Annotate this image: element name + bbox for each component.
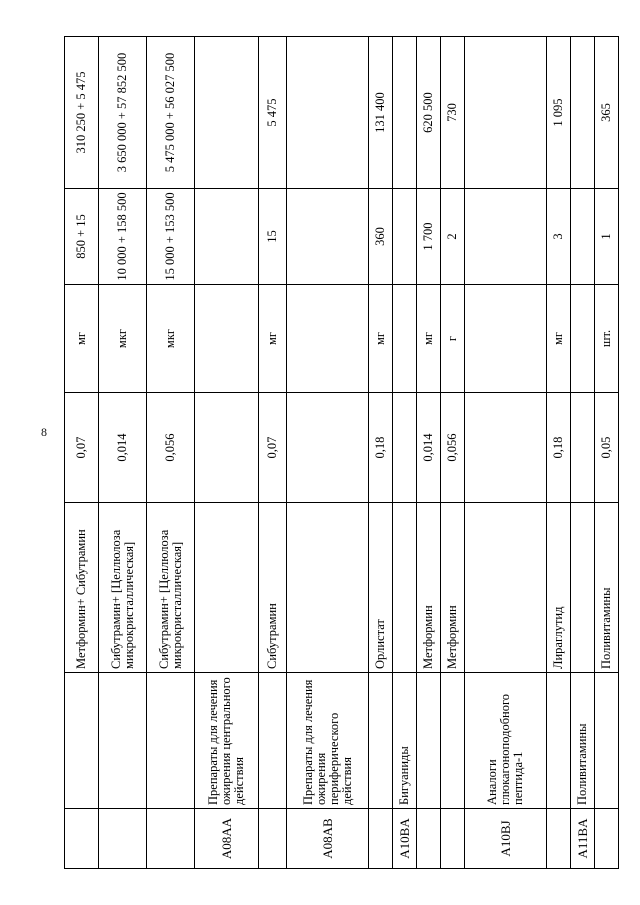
code-cell (441, 809, 465, 869)
total-cell: 365 (595, 37, 619, 189)
unit-cell: мг (417, 285, 441, 393)
dose-cell: 1 (595, 189, 619, 285)
table-row (287, 37, 369, 869)
ddd-cell: 0,056 (441, 393, 465, 503)
drug-cell: Метформин (417, 503, 441, 673)
total-cell: 310 250 + 5 475 (65, 37, 99, 189)
dose-cell (465, 189, 547, 285)
code-cell: A10BA (393, 809, 417, 869)
group-cell: Препараты для лечения ожирения периферического действия (287, 673, 369, 809)
dose-cell (195, 189, 259, 285)
drug-table (64, 36, 619, 869)
group-cell: Бигуаниды (393, 673, 417, 809)
unit-cell: г (441, 285, 465, 393)
unit-cell (393, 285, 417, 393)
total-cell (287, 37, 369, 189)
drug-cell: Сибутрамин+ [Целлюлоза микрокристаллическая] (147, 503, 195, 673)
code-cell (65, 809, 99, 869)
table-row (547, 37, 571, 869)
dose-cell: 850 + 15 (65, 189, 99, 285)
ddd-cell: 0,05 (595, 393, 619, 503)
total-cell: 5 475 000 + 56 027 500 (147, 37, 195, 189)
drug-cell: Сибутрамин (259, 503, 287, 673)
total-cell: 730 (441, 37, 465, 189)
unit-cell: мкг (147, 285, 195, 393)
code-cell (547, 809, 571, 869)
code-cell (369, 809, 393, 869)
total-cell: 620 500 (417, 37, 441, 189)
table-row (571, 37, 595, 869)
ddd-cell: 0,07 (259, 393, 287, 503)
ddd-cell (393, 393, 417, 503)
dose-cell: 15 000 + 153 500 (147, 189, 195, 285)
total-cell (465, 37, 547, 189)
unit-cell: мг (65, 285, 99, 393)
group-cell (417, 673, 441, 809)
code-cell (259, 809, 287, 869)
unit-cell: шт. (595, 285, 619, 393)
table-row (259, 37, 287, 869)
ddd-cell (465, 393, 547, 503)
ddd-cell (287, 393, 369, 503)
dose-cell: 15 (259, 189, 287, 285)
total-cell: 3 650 000 + 57 852 500 (99, 37, 147, 189)
ddd-cell: 0,014 (99, 393, 147, 503)
dose-cell (287, 189, 369, 285)
unit-cell (571, 285, 595, 393)
drug-cell: Орлистат (369, 503, 393, 673)
group-cell (99, 673, 147, 809)
dose-cell: 2 (441, 189, 465, 285)
drug-cell (287, 503, 369, 673)
code-cell: A10BJ (465, 809, 547, 869)
unit-cell: мг (547, 285, 571, 393)
group-cell (547, 673, 571, 809)
table-row (417, 37, 441, 869)
group-cell (369, 673, 393, 809)
drug-cell (465, 503, 547, 673)
drug-cell (571, 503, 595, 673)
ddd-cell: 0,014 (417, 393, 441, 503)
unit-cell (195, 285, 259, 393)
code-cell: A08AB (287, 809, 369, 869)
group-cell: Аналоги глюкагоноподобного пептида-1 (465, 673, 547, 809)
dose-cell: 1 700 (417, 189, 441, 285)
group-cell (147, 673, 195, 809)
unit-cell (465, 285, 547, 393)
table-row (393, 37, 417, 869)
group-cell: Препараты для лечения ожирения центрального действия (195, 673, 259, 809)
table-viewport (64, 37, 613, 869)
group-cell (441, 673, 465, 809)
total-cell (393, 37, 417, 189)
code-cell (99, 809, 147, 869)
table-row (369, 37, 393, 869)
table-row (465, 37, 547, 869)
table-row (147, 37, 195, 869)
table-row (441, 37, 465, 869)
table-row (99, 37, 147, 869)
dose-cell: 3 (547, 189, 571, 285)
unit-cell: мг (259, 285, 287, 393)
table-row (595, 37, 619, 869)
page-number: 8 (41, 425, 47, 439)
code-cell: A11BA (571, 809, 595, 869)
total-cell: 1 095 (547, 37, 571, 189)
total-cell (571, 37, 595, 189)
dose-cell (571, 189, 595, 285)
group-cell (259, 673, 287, 809)
ddd-cell (571, 393, 595, 503)
total-cell: 5 475 (259, 37, 287, 189)
unit-cell: мкг (99, 285, 147, 393)
dose-cell: 360 (369, 189, 393, 285)
ddd-cell: 0,18 (547, 393, 571, 503)
group-cell: Поливитамины (571, 673, 595, 809)
table-body (65, 37, 619, 869)
drug-cell: Метформин+ Сибутрамин (65, 503, 99, 673)
code-cell: A08AA (195, 809, 259, 869)
table-row (65, 37, 99, 869)
drug-cell (195, 503, 259, 673)
unit-cell: мг (369, 285, 393, 393)
group-cell (595, 673, 619, 809)
group-cell (65, 673, 99, 809)
ddd-cell: 0,056 (147, 393, 195, 503)
code-cell (147, 809, 195, 869)
dose-cell: 10 000 + 158 500 (99, 189, 147, 285)
ddd-cell: 0,18 (369, 393, 393, 503)
code-cell (417, 809, 441, 869)
drug-cell: Поливитамины (595, 503, 619, 673)
table-row (195, 37, 259, 869)
drug-cell (393, 503, 417, 673)
ddd-cell (195, 393, 259, 503)
drug-cell: Сибутрамин+ [Целлюлоза микрокристаллическая] (99, 503, 147, 673)
drug-cell: Метформин (441, 503, 465, 673)
ddd-cell: 0,07 (65, 393, 99, 503)
unit-cell (287, 285, 369, 393)
total-cell (195, 37, 259, 189)
drug-cell: Лираглутид (547, 503, 571, 673)
total-cell: 131 400 (369, 37, 393, 189)
code-cell (595, 809, 619, 869)
dose-cell (393, 189, 417, 285)
